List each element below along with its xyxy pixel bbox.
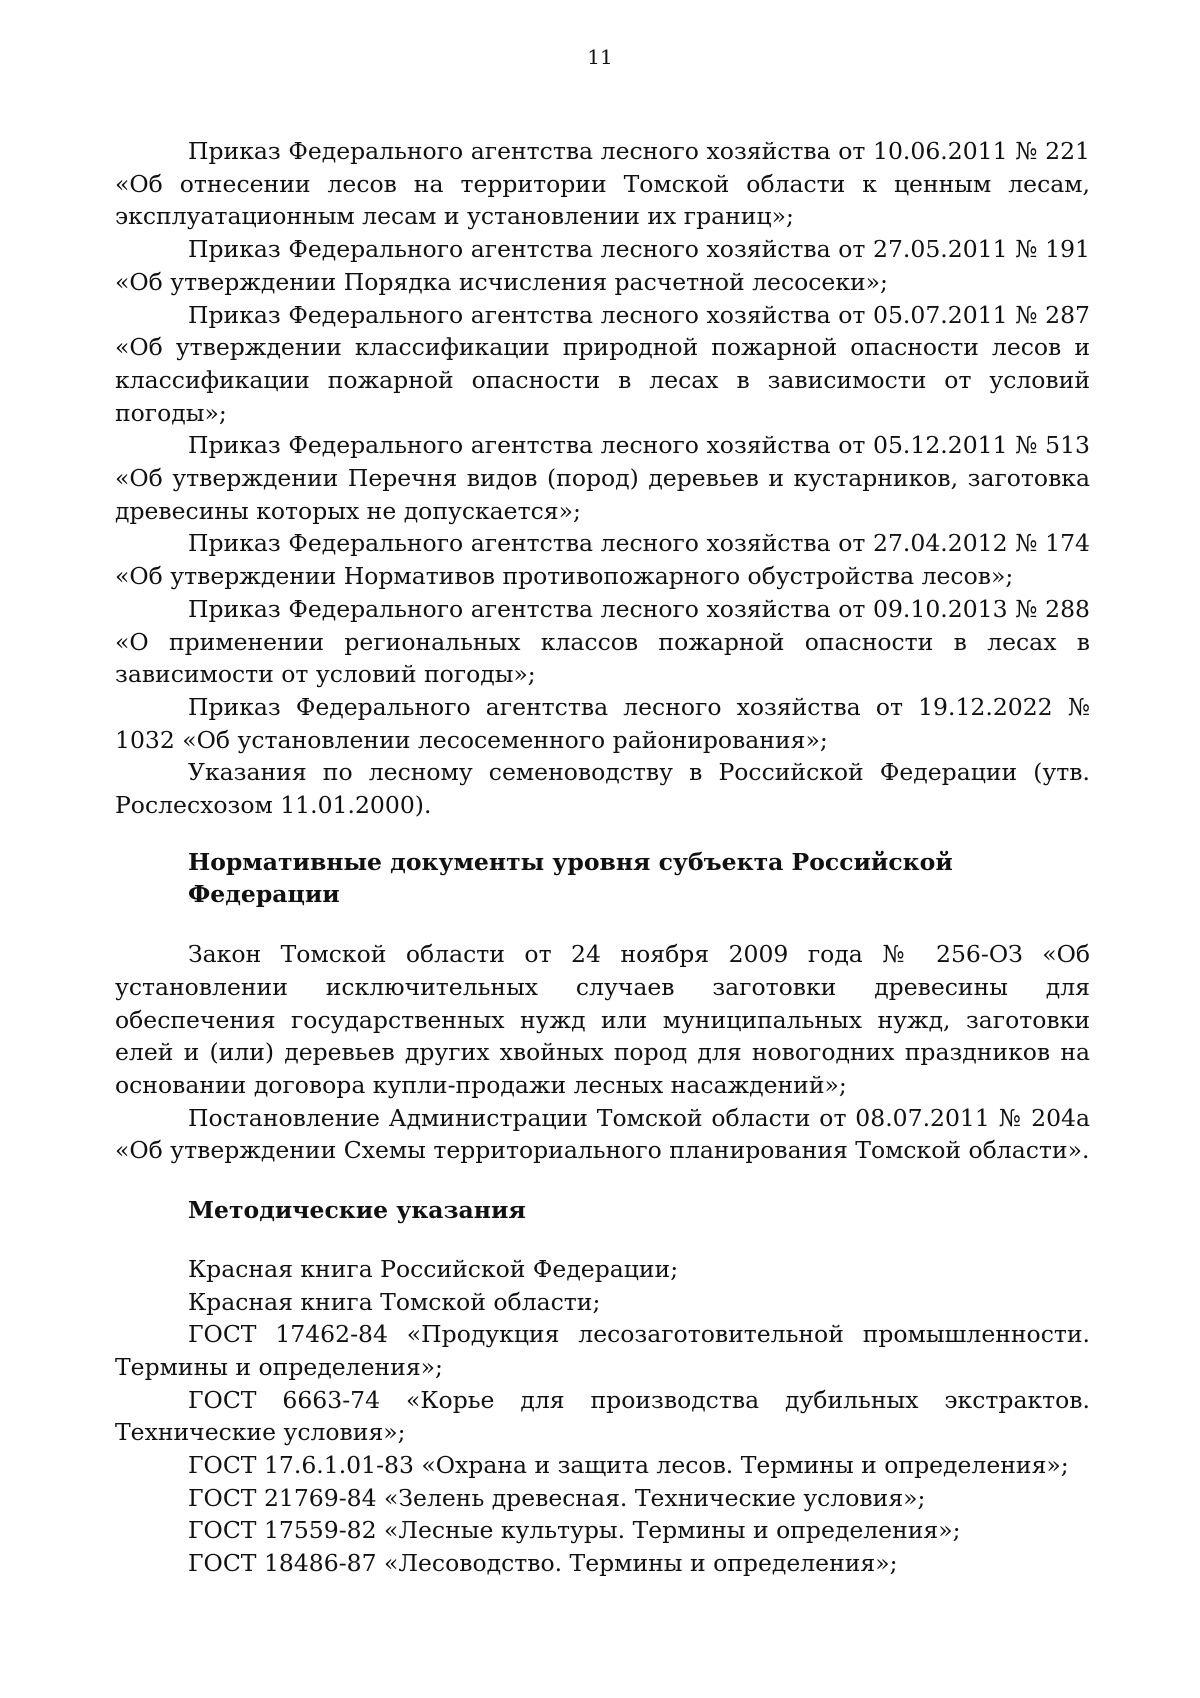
section-heading-methodical: Методические указания	[188, 1196, 526, 1225]
list-item: Приказ Федерального агентства лесного хозяйства от 19.12.2022 № 1032 «Об установлении лесосеменного районирования»;	[115, 692, 1090, 754]
list-item: Красная книга Томской области;	[188, 1287, 601, 1316]
list-item: ГОСТ 18486-87 «Лесоводство. Термины и определения»;	[188, 1549, 898, 1578]
list-item: Приказ Федерального агентства лесного хозяйства от 05.07.2011 № 287 «Об утверждении классификации природной пожарной опасности лесов и классификации пожарной опасности в лесах в зависимости от условий погоды»;	[115, 300, 1090, 427]
list-item: ГОСТ 17559-82 «Лесные культуры. Термины и определения»;	[188, 1516, 961, 1545]
list-item: Постановление Администрации Томской области от 08.07.2011 № 204а «Об утверждении Схемы территориального планирования Томской области».	[115, 1103, 1090, 1165]
list-item: ГОСТ 17462-84 «Продукция лесозаготовительной промышленности. Термины и определения»;	[115, 1320, 1090, 1381]
regional-documents-list	[115, 938, 1090, 1167]
page-number: 11	[587, 45, 613, 69]
section-heading-regional: Нормативные документы уровня субъекта Российской Федерации	[188, 847, 953, 909]
list-item: ГОСТ 6663-74 «Корье для производства дубильных экстрактов. Технические условия»;	[115, 1385, 1090, 1447]
list-item: Указания по лесному семеноводству в Российской Федерации (утв. Рослесхозом 11.01.2000).	[115, 758, 1090, 820]
list-item: Красная книга Российской Федерации;	[188, 1254, 679, 1283]
methodical-documents-list	[115, 1253, 1090, 1580]
list-item: Приказ Федерального агентства лесного хозяйства от 27.05.2011 № 191 «Об утверждении Порядка исчисления расчетной лесосеки»;	[115, 235, 1090, 296]
list-item: ГОСТ 17.6.1.01-83 «Охрана и защита лесов. Термины и определения»;	[188, 1451, 1069, 1480]
list-item: Приказ Федерального агентства лесного хозяйства от 10.06.2011 № 221 «Об отнесении лесов на территории Томской области к ценным лесам, эксплуатационным лесам и установлении их границ»;	[115, 137, 1090, 231]
list-item: Приказ Федерального агентства лесного хозяйства от 05.12.2011 № 513 «Об утверждении Перечня видов (пород) деревьев и кустарников, заготовка древесины которых не допускается»;	[115, 431, 1090, 525]
list-item: Закон Томской области от 24 ноября 2009 года № 256-ОЗ «Об установлении исключительных случаев заготовки древесины для обеспечения государственных нужд или муниципальных нужд, заготовки елей и (или) деревьев других хвойных пород для новогодних праздников на основании договора купли-продажи лесных насаждений»;	[115, 940, 1090, 1099]
document-body	[115, 135, 1090, 1580]
list-item: Приказ Федерального агентства лесного хозяйства от 09.10.2013 № 288 «О применении региональных классов пожарной опасности в лесах в зависимости от условий погоды»;	[115, 594, 1090, 689]
federal-documents-list	[115, 135, 1090, 822]
list-item: Приказ Федерального агентства лесного хозяйства от 27.04.2012 № 174 «Об утверждении Нормативов противопожарного обустройства лесов»;	[115, 529, 1090, 591]
list-item: ГОСТ 21769-84 «Зелень древесная. Технические условия»;	[188, 1483, 926, 1512]
